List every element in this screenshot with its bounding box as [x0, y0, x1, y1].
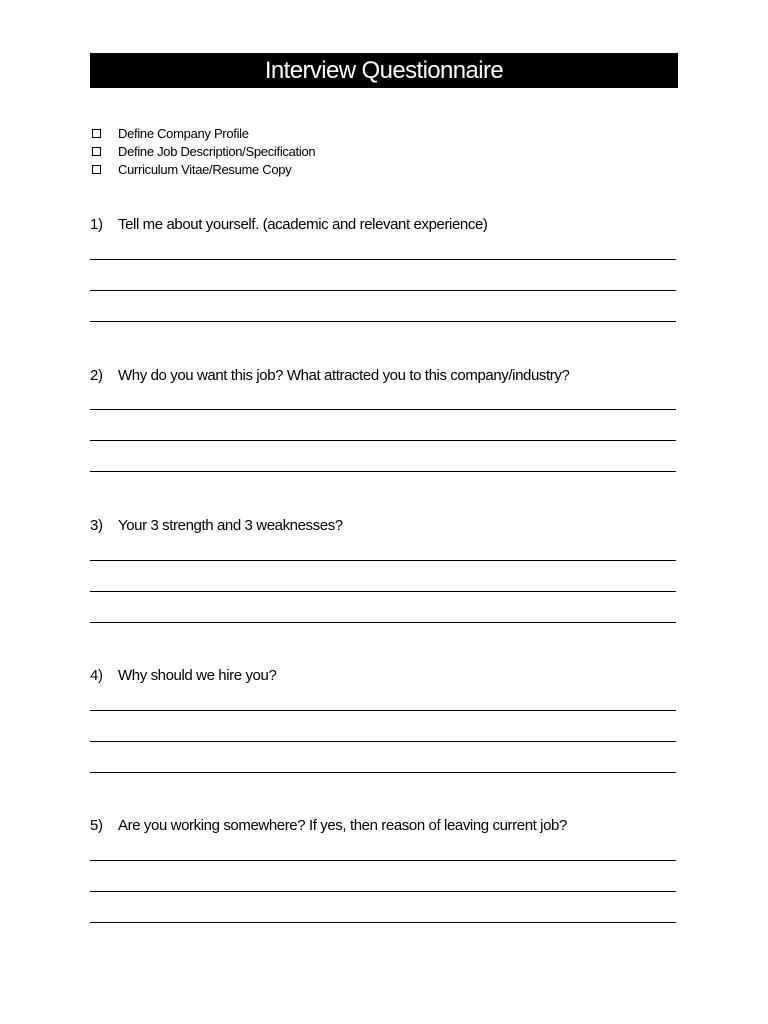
checklist	[92, 124, 315, 178]
answer-line[interactable]	[90, 409, 676, 410]
answer-line[interactable]	[90, 290, 676, 291]
question-text: Your 3 strength and 3 weaknesses?	[118, 516, 343, 534]
question-text: Why should we hire you?	[118, 666, 277, 684]
answer-line[interactable]	[90, 471, 676, 472]
answer-line[interactable]	[90, 321, 676, 322]
checklist-label: Curriculum Vitae/Resume Copy	[118, 161, 292, 177]
question-number: 1)	[90, 215, 103, 233]
answer-line[interactable]	[90, 772, 676, 773]
answer-line[interactable]	[90, 591, 676, 592]
question-number: 5)	[90, 816, 103, 834]
checklist-label: Define Job Description/Specification	[118, 143, 316, 159]
question-block	[90, 815, 678, 835]
checkbox-icon[interactable]	[92, 165, 101, 174]
question-text: Are you working somewhere? If yes, then reason of leaving current job?	[118, 816, 567, 834]
answer-line[interactable]	[90, 741, 676, 742]
answer-line[interactable]	[90, 440, 676, 441]
question-block	[90, 214, 678, 234]
question-number: 3)	[90, 516, 103, 534]
checklist-item[interactable]	[92, 160, 315, 178]
answer-line[interactable]	[90, 891, 676, 892]
checklist-label: Define Company Profile	[118, 125, 249, 141]
checklist-item[interactable]	[92, 124, 315, 142]
question-block	[90, 665, 678, 685]
question-text: Why do you want this job? What attracted you to this company/industry?	[118, 366, 570, 384]
answer-line[interactable]	[90, 710, 676, 711]
answer-line[interactable]	[90, 560, 676, 561]
answer-line[interactable]	[90, 622, 676, 623]
answer-line[interactable]	[90, 259, 676, 260]
question-number: 2)	[90, 366, 103, 384]
page-title: Interview Questionnaire	[264, 56, 504, 84]
title-banner	[90, 53, 678, 88]
answer-line[interactable]	[90, 922, 676, 923]
question-number: 4)	[90, 666, 103, 684]
question-block	[90, 515, 678, 535]
question-text: Tell me about yourself. (academic and relevant experience)	[118, 215, 488, 233]
checklist-item[interactable]	[92, 142, 315, 160]
answer-line[interactable]	[90, 860, 676, 861]
checkbox-icon[interactable]	[92, 147, 101, 156]
checkbox-icon[interactable]	[92, 129, 101, 138]
question-block	[90, 365, 678, 385]
